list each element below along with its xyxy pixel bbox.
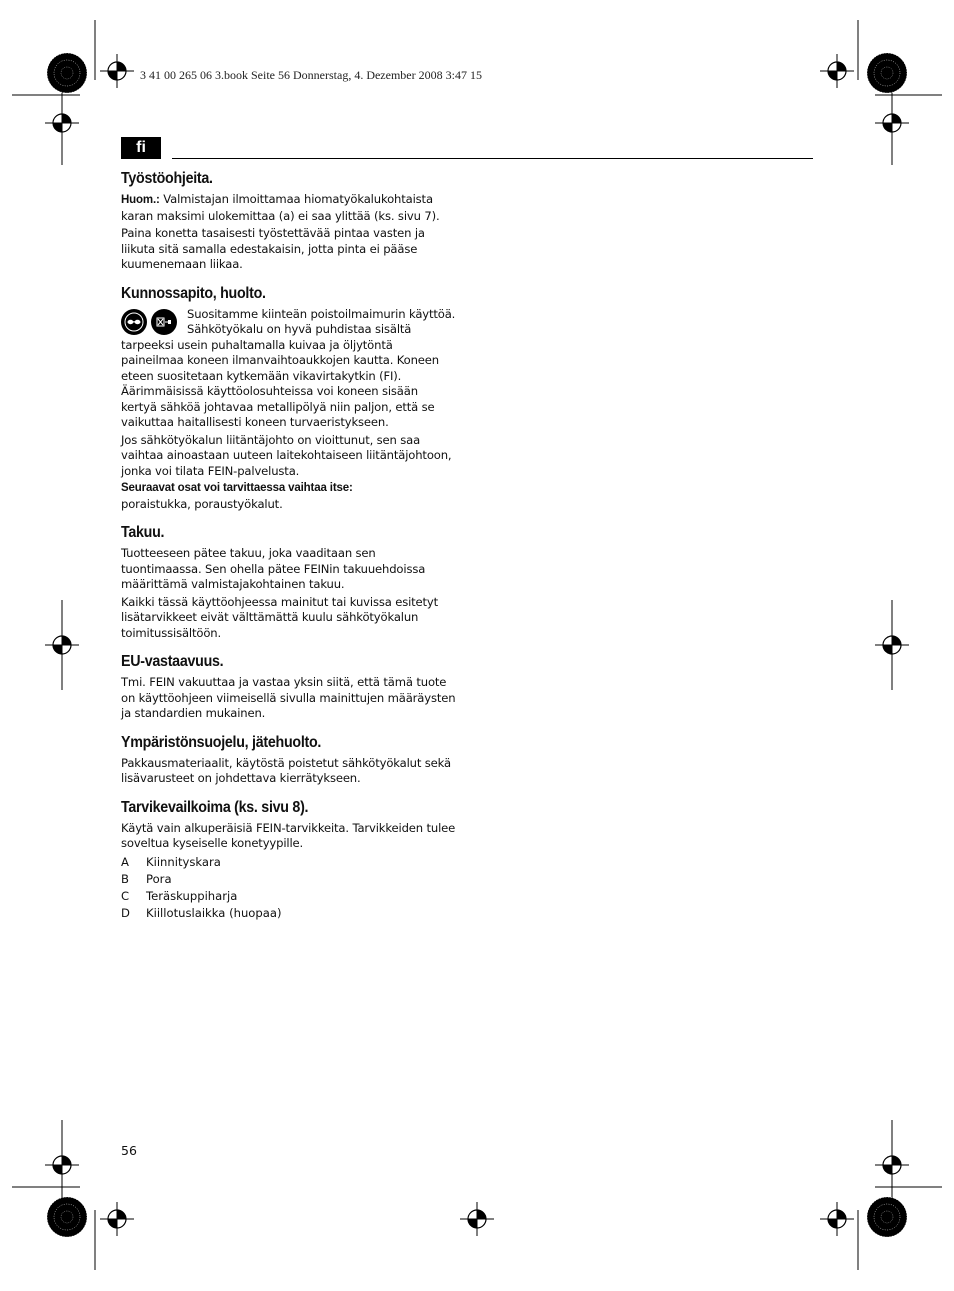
pictogram-group <box>121 309 177 335</box>
registration-cross-mark <box>460 1202 494 1236</box>
item-label: Teräskuppiharja <box>146 888 238 903</box>
list-item <box>121 888 457 905</box>
item-label: Kiinnityskara <box>146 854 221 869</box>
note-paragraph <box>121 192 457 224</box>
item-key: D <box>121 905 130 920</box>
section-warranty <box>121 524 457 641</box>
paragraph: Tmi. FEIN vakuuttaa ja vastaa yksin siitä, että tämä tuote on käyttöohjeen viimeisellä sivulla mainittujen määräysten ja standardien mukainen. <box>121 675 456 720</box>
eye-protection-icon <box>121 309 147 335</box>
item-key: B <box>121 871 129 886</box>
list-item <box>121 905 457 922</box>
section-environment <box>121 734 457 787</box>
print-header: 3 41 00 265 06 3.book Seite 56 Donnerstag, 4. Dezember 2008 3:47 15 <box>140 68 482 82</box>
note-text: Valmistajan ilmoittamaa hiomatyökalukohtaista karan maksimi ulokemittaa (a) ei saa ylittää (ks. sivu 7). <box>121 192 440 223</box>
registration-cross-mark <box>100 1202 134 1236</box>
header-rule <box>172 158 813 159</box>
page-number: 56 <box>121 1143 137 1158</box>
language-tag: fi <box>121 137 161 159</box>
paragraph: Pakkausmateriaalit, käytöstä poistetut sähkötyökalut sekä lisävarusteet on johdettava kierrätykseen. <box>121 755 451 785</box>
registration-cross-mark <box>875 628 909 662</box>
section-heading: Työstöohjeita. <box>121 170 213 187</box>
section-work-instructions <box>121 170 457 273</box>
registration-star-mark <box>867 1197 907 1237</box>
section-heading: Takuu. <box>121 524 165 541</box>
maintenance-body <box>121 307 457 513</box>
registration-cross-mark <box>100 54 134 88</box>
list-item <box>121 854 457 871</box>
main-column <box>121 170 457 934</box>
section-heading: EU-vastaavuus. <box>121 653 224 670</box>
registration-cross-mark <box>875 106 909 140</box>
paragraph: Jos sähkötyökalun liitäntäjohto on vioittunut, sen saa vaihtaa ainoastaan uuteen laitekohtaiseen liitäntäjohtoon, jonka voi tilata FEIN-palvelusta. <box>121 432 452 478</box>
accessory-list <box>121 854 457 922</box>
registration-cross-mark <box>820 54 854 88</box>
item-key: C <box>121 888 130 903</box>
registration-star-mark <box>867 53 907 93</box>
section-eu-conformity <box>121 653 457 722</box>
item-key: A <box>121 854 129 869</box>
registration-cross-mark <box>875 1148 909 1182</box>
disconnect-plug-icon <box>151 309 177 335</box>
registration-cross-mark <box>45 106 79 140</box>
paragraph: Kaikki tässä käyttöohjeessa mainitut tai kuvissa esitetyt lisätarvikkeet eivät välttämättä kuulu sähkötyökalun toimitussisältöön. <box>121 594 439 640</box>
paragraph: Käytä vain alkuperäisiä FEIN-tarvikkeita. Tarvikkeiden tulee soveltua kyseiselle konetyypille. <box>121 820 456 850</box>
replaceable-parts-label: Seuraavat osat voi tarvittaessa vaihtaa itse: <box>121 482 353 494</box>
section-heading: Ympäristönsuojelu, jätehuolto. <box>121 733 322 751</box>
section-heading: Kunnossapito, huolto. <box>121 284 266 302</box>
registration-star-mark <box>47 1197 87 1237</box>
registration-cross-mark <box>45 1148 79 1182</box>
paragraph: Tuotteeseen pätee takuu, joka vaaditaan sen tuontimaassa. Sen ohella pätee FEINin takuuehdoissa määrittämä valmistajakohtainen takuu. <box>121 546 426 591</box>
registration-cross-mark <box>820 1202 854 1236</box>
section-heading: Tarvikevailkoima (ks. sivu 8). <box>121 798 309 816</box>
note-label: Huom.: <box>121 194 160 206</box>
list-item <box>121 871 457 888</box>
registration-cross-mark <box>45 628 79 662</box>
item-label: Pora <box>146 871 172 886</box>
section-maintenance <box>121 285 457 513</box>
registration-star-mark <box>47 53 87 93</box>
replaceable-parts-text: poraistukka, poraustyökalut. <box>121 496 283 511</box>
paragraph: Suositamme kiinteän poistoilmaimurin käyttöä. Sähkötyökalu on hyvä puhdistaa sisältä tarpeeksi usein puhaltamalla kuivaa ja öljytöntä paineilmaa koneen ilmanvaihtoaukkojen kautta. Koneen eteen suositetaan kytkemään vikavirtakytkin (FI). Äärimmäisissä käyttöolosuhteissa voi koneen sisään kertyä sähköä johtavaa metallipölyä niin paljon, että se vaikuttaa haitallisesti koneen turvaeristykseen. <box>121 306 456 429</box>
section-accessories <box>121 799 457 922</box>
paragraph: Paina konetta tasaisesti työstettävää pintaa vasten ja liikuta sitä samalla edestakaisin, jotta pinta ei pääse kuumenemaan liikaa. <box>121 226 425 271</box>
item-label: Kiillotuslaikka (huopaa) <box>146 905 282 920</box>
